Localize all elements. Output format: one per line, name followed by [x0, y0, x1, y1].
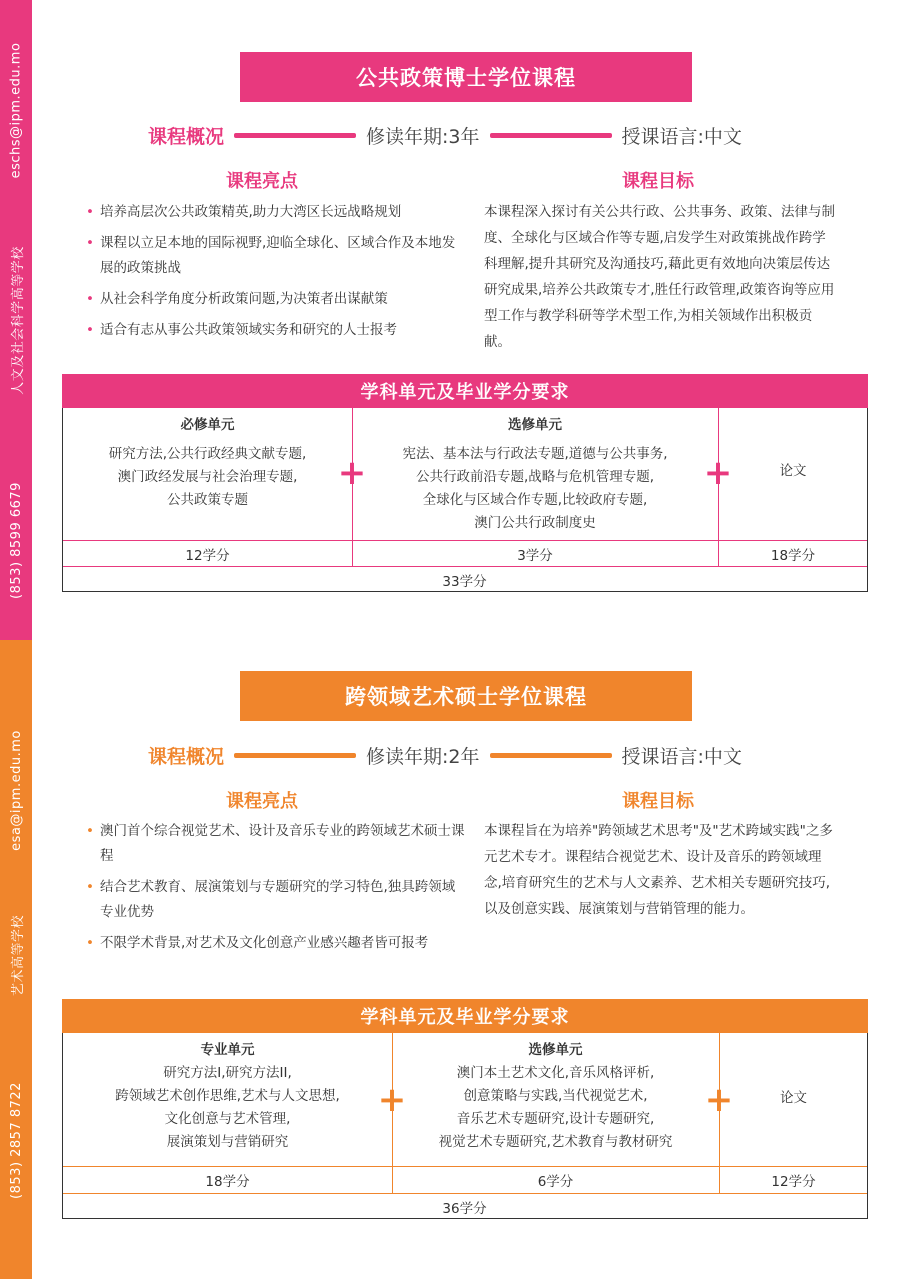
highlights-title: 课程亮点 — [226, 791, 298, 812]
list-item: • 澳门首个综合视觉艺术、设计及音乐专业的跨领域艺术硕士课程 — [86, 819, 466, 869]
required-units-cell — [63, 408, 352, 512]
goals-text: 本课程深入探讨有关公共行政、公共事务、政策、法律与制度、全球化与区域合作等专题,启发学生对政策挑战作跨学科理解,提升其研究及沟通技巧,藉此更有效地向决策层传达研究成果,培养公共政策专才,胜任行政管理,政策咨询等应用型工作与教学科研等学术型工作,为相关领域作出积极贡献。 — [484, 204, 835, 350]
plus-icon: + — [337, 453, 367, 493]
row-divider — [63, 1193, 867, 1194]
table-grid — [62, 1033, 868, 1219]
language: 授课语言:中文 — [621, 125, 742, 148]
list-item: • 不限学术背景,对艺术及文化创意产业感兴趣者皆可报考 — [86, 931, 466, 956]
program-title: 跨领域艺术硕士学位课程 — [240, 671, 692, 721]
sidebar-top-email[interactable]: eschs@ipm.edu.mo — [8, 42, 24, 178]
credit-value: 12学分 — [185, 548, 230, 564]
sidebar-bottom-email[interactable]: esa@ipm.edu.mo — [8, 729, 24, 851]
required-units-body: 研究方法,公共行政经典文献专题, 澳门政经发展与社会治理专题, 公共政策专题 — [108, 446, 307, 508]
credit-table — [62, 374, 868, 592]
highlights-list — [86, 819, 466, 962]
program-interdisciplinary-arts — [62, 640, 868, 1279]
credit-value: 6学分 — [537, 1174, 574, 1190]
row-divider — [63, 540, 867, 541]
credit-table — [62, 999, 868, 1219]
credit-value: 3学分 — [517, 548, 553, 564]
list-item: • 结合艺术教育、展演策划与专题研究的学习特色,独具跨领域专业优势 — [86, 875, 466, 925]
program-overview — [148, 120, 848, 150]
thesis-cell: 论文 — [779, 463, 807, 479]
table-title: 学科单元及毕业学分要求 — [62, 999, 868, 1033]
row-divider — [63, 1166, 867, 1167]
sidebar-top-school: 人文及社会科学高等学校 — [10, 245, 26, 395]
credit-value: 12学分 — [771, 1174, 816, 1190]
divider-line — [234, 133, 356, 138]
goals-title: 课程目标 — [622, 791, 694, 812]
duration: 修读年期:2年 — [366, 745, 480, 768]
credit-total: 33学分 — [442, 574, 487, 590]
program-overview — [148, 740, 848, 770]
elective-units-head: 选修单元 — [528, 1042, 583, 1058]
major-units-cell — [63, 1033, 392, 1154]
elective-units-head: 选修单元 — [508, 417, 562, 433]
goals-text: 本课程旨在为培养"跨领域艺术思考"及"艺术跨域实践"之多元艺术专才。课程结合视觉艺术、设计及音乐的跨领域理念,培育研究生的艺术与人文素养、艺术相关专题研究技巧,以及创意实践、展演策划与营销管理的能力。 — [484, 823, 833, 917]
thesis-cell: 论文 — [780, 1090, 807, 1106]
sidebar-top-phone: (853) 8599 6679 — [8, 481, 24, 599]
highlights-title: 课程亮点 — [226, 171, 298, 192]
overview-label: 课程概况 — [148, 125, 225, 148]
elective-units-body: 宪法、基本法与行政法专题,道德与公共事务, 公共行政前沿专题,战略与危机管理专题, 全球化与区域合作专题,比较政府专题, 澳门公共行政制度史 — [402, 446, 668, 531]
program-title: 公共政策博士学位课程 — [240, 52, 692, 102]
program-public-policy — [62, 0, 868, 640]
required-units-head: 必修单元 — [180, 417, 235, 433]
elective-units-body: 澳门本土艺术文化,音乐风格评析, 创意策略与实践,当代视觉艺术, 音乐艺术专题研究,设计专题研究, 视觉艺术专题研究,艺术教育与教材研究 — [438, 1065, 673, 1150]
elective-units-cell — [392, 1033, 719, 1154]
credit-value: 18学分 — [770, 548, 816, 564]
highlights-list — [86, 200, 466, 349]
divider-line — [490, 753, 612, 758]
language: 授课语言:中文 — [621, 745, 742, 768]
list-item: • 培养高层次公共政策精英,助力大湾区长远战略规划 — [86, 200, 466, 225]
plus-icon: + — [704, 1080, 734, 1120]
row-divider — [63, 566, 867, 567]
list-item: • 课程以立足本地的国际视野,迎临全球化、区域合作及本地发展的政策挑战 — [86, 231, 466, 281]
major-units-body: 研究方法I,研究方法II, 跨领域艺术创作思维,艺术与人文思想, 文化创意与艺术管理, 展演策划与营销研究 — [115, 1065, 340, 1150]
elective-units-cell — [352, 408, 718, 535]
credit-value: 18学分 — [205, 1174, 250, 1190]
plus-icon: + — [377, 1080, 407, 1120]
duration: 修读年期:3年 — [366, 125, 480, 148]
credit-total: 36学分 — [442, 1201, 487, 1217]
plus-icon: + — [703, 453, 733, 493]
major-units-head: 专业单元 — [200, 1042, 255, 1058]
overview-label: 课程概况 — [148, 745, 225, 768]
goals-title: 课程目标 — [622, 171, 694, 192]
list-item: • 适合有志从事公共政策领域实务和研究的人士报考 — [86, 318, 466, 343]
sidebar-bottom-phone: (853) 2857 8722 — [8, 1081, 24, 1199]
divider-line — [490, 133, 612, 138]
list-item: • 从社会科学角度分析政策问题,为决策者出谋献策 — [86, 287, 466, 312]
table-grid — [62, 408, 868, 592]
divider-line — [234, 753, 356, 758]
table-title: 学科单元及毕业学分要求 — [62, 374, 868, 408]
sidebar-bottom-school: 艺术高等学校 — [10, 914, 26, 996]
